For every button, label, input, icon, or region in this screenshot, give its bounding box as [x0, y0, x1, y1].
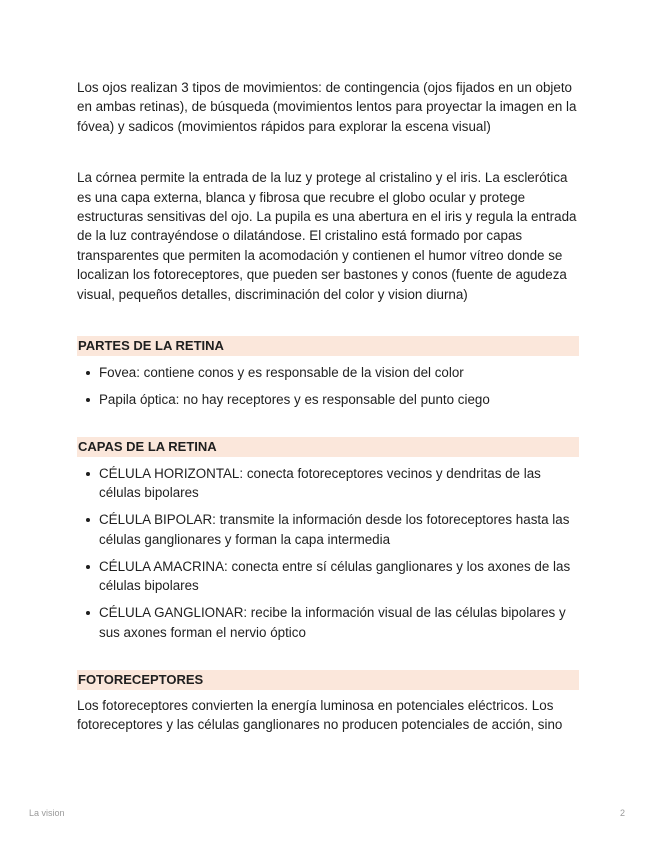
list-item: CÉLULA GANGLIONAR: recibe la información visual de las células bipolares y sus axones forman el nervio óptico — [99, 603, 579, 642]
page-content — [77, 78, 579, 735]
section-heading-fotoreceptores: FOTORECEPTORES — [77, 670, 579, 690]
paragraph-fotoreceptores: Los fotoreceptores convierten la energía luminosa en potenciales eléctricos. Los fotoreceptores y las células ganglionares no producen potenciales de acción, sino — [77, 697, 563, 733]
paragraph-eye-movements: Los ojos realizan 3 tipos de movimientos: de contingencia (ojos fijados en un objeto en ambas retinas), de búsqueda (movimientos lentos para proyectar la imagen en la fóvea) y sadicos (movimientos rápidos para explorar la escena visual) — [77, 80, 577, 134]
capas-list — [77, 464, 579, 642]
list-item: Fovea: contiene conos y es responsable de la vision del color — [99, 363, 579, 382]
list-item: CÉLULA AMACRINA: conecta entre sí células ganglionares y los axones de las células bipolares — [99, 557, 579, 596]
section-heading-partes: PARTES DE LA RETINA — [77, 336, 579, 356]
section-partes-retina — [77, 336, 579, 409]
paragraph-eye-anatomy: La córnea permite la entrada de la luz y protege al cristalino y el iris. La esclerótica es una capa externa, blanca y fibrosa que recubre el globo ocular y protege estructuras sensitivas del ojo. La pupila es una abertura en el iris y regula la entrada de la luz contrayéndose o dilatándose. El cristalino está formado por capas transparentes que permiten la acomodación y contienen el humor vítreo donde se localizan los fotoreceptores, que pueden ser bastones y conos (fuente de agudeza visual, pequeños detalles, discriminación del color y vision diurna) — [77, 170, 577, 302]
section-capas-retina — [77, 437, 579, 642]
list-item: CÉLULA HORIZONTAL: conecta fotoreceptores vecinos y dendritas de las células bipolares — [99, 464, 579, 503]
section-fotoreceptores — [77, 670, 579, 735]
list-item: CÉLULA BIPOLAR: transmite la información desde los fotoreceptores hasta las células ganglionares y forman la capa intermedia — [99, 510, 579, 549]
footer-page-number: 2 — [619, 808, 625, 818]
list-item: Papila óptica: no hay receptores y es responsable del punto ciego — [99, 390, 579, 409]
section-heading-capas: CAPAS DE LA RETINA — [77, 437, 579, 457]
footer-document-title: La vision — [29, 808, 65, 818]
partes-list — [77, 363, 579, 409]
